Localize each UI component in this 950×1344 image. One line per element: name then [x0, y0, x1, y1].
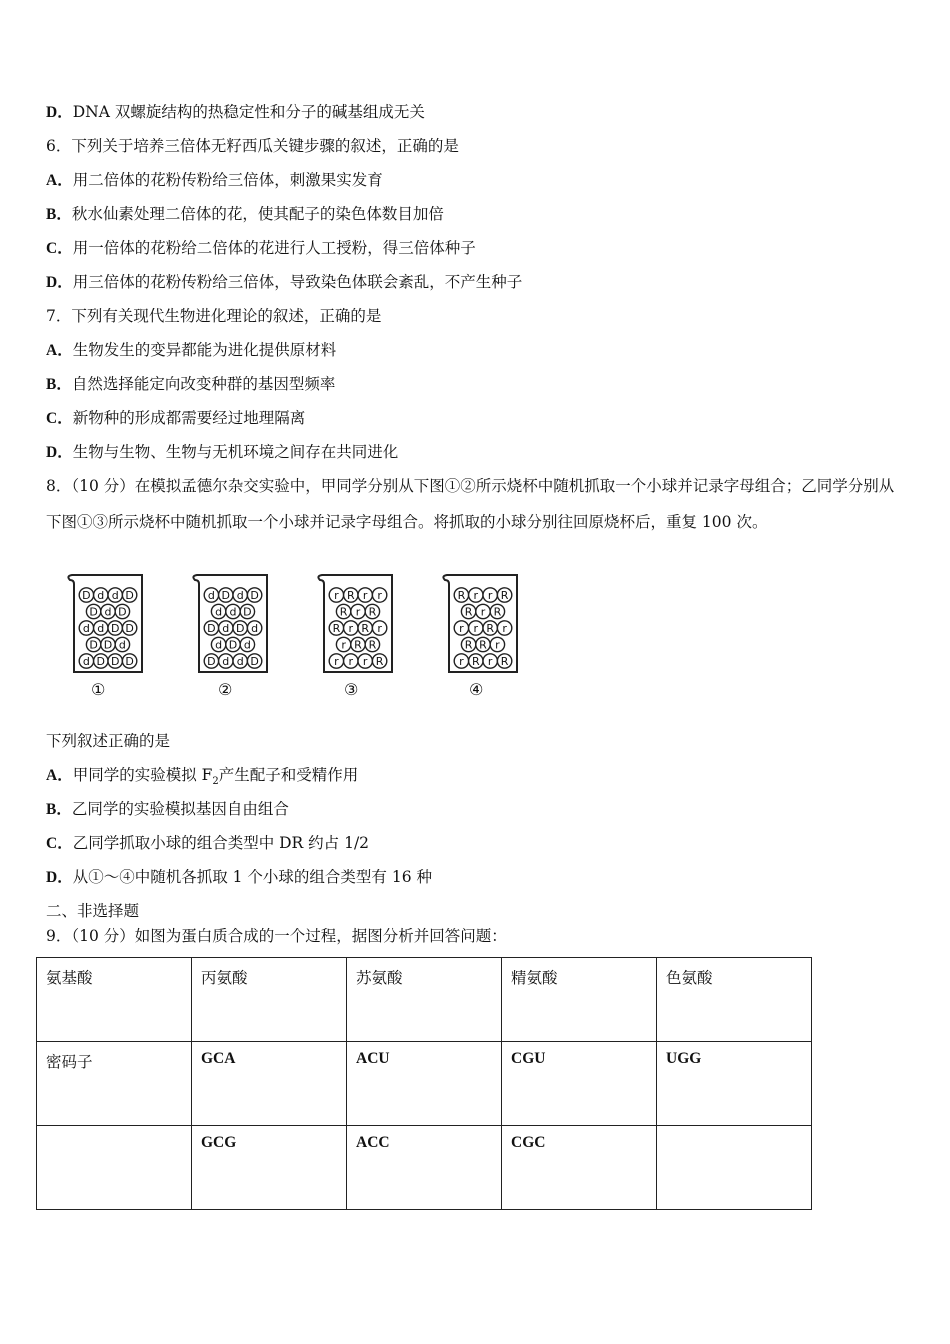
- option-text: 生物与生物、生物与无机环境之间存在共同进化: [72, 443, 399, 461]
- ball-letter: d: [82, 655, 90, 668]
- ball-letter: D: [207, 622, 216, 635]
- ball-letter: d: [251, 622, 259, 635]
- table-cell: [37, 1126, 192, 1210]
- beaker-4: [443, 575, 517, 672]
- ball-letter: d: [82, 622, 90, 635]
- table-row: [37, 1042, 812, 1126]
- ball-letter: R: [500, 589, 509, 602]
- ball-letter: d: [215, 638, 223, 652]
- section-title: 二、非选择题: [46, 902, 140, 920]
- q6-option-d: [46, 272, 522, 293]
- ball-letter: r: [362, 655, 368, 668]
- ball-letter: r: [348, 622, 354, 635]
- table-cell: UGG: [657, 1042, 812, 1126]
- ball-letter: r: [487, 655, 493, 668]
- q6-stem: 6．下列关于培养三倍体无籽西瓜关键步骤的叙述，正确的是: [46, 137, 459, 155]
- option-letter: A．: [46, 172, 73, 189]
- q8-option-a: [46, 765, 358, 792]
- option-text: 自然选择能定向改变种群的基因型频率: [71, 375, 336, 393]
- ball-letter: D: [250, 589, 259, 602]
- option-text: DNA 双螺旋结构的热稳定性和分子的碱基组成无关: [72, 103, 425, 121]
- table-cell: 精氨酸: [502, 958, 657, 1042]
- ball-letter: r: [334, 655, 339, 668]
- ball-letter: r: [473, 622, 479, 635]
- option-letter: D．: [46, 444, 73, 461]
- beaker-3: [318, 575, 392, 672]
- q8-stem: 8．（10 分）在模拟孟德尔杂交实验中，甲同学分别从下图①②所示烧杯中随机抓取一个小球并记录字母组合；乙同学分别从下图①③所示烧杯中随机抓取一个小球并记录字母组合。将抓取的小球分别往回原烧杯后，重复 100 次。: [46, 477, 895, 531]
- option-letter: A．: [46, 767, 73, 784]
- codon-table: [36, 957, 812, 1210]
- option-letter: D．: [46, 104, 73, 121]
- beaker-1: [68, 575, 142, 672]
- ball-letter: d: [243, 638, 251, 652]
- ball-letter: D: [110, 655, 120, 668]
- table-row: [37, 958, 812, 1042]
- ball-letter: D: [103, 638, 113, 652]
- option-letter: D．: [46, 869, 73, 886]
- option-letter: B．: [46, 801, 72, 818]
- option-letter: C．: [46, 835, 73, 852]
- table-cell: 色氨酸: [657, 958, 812, 1042]
- ball-letter: d: [215, 605, 223, 619]
- ball-letter: R: [479, 638, 487, 652]
- beaker-label-4: ④: [469, 680, 484, 699]
- ball-letter: r: [348, 655, 354, 668]
- q7-option-c: [46, 408, 305, 429]
- table-cell: GCA: [192, 1042, 347, 1126]
- ball-letter: R: [368, 605, 377, 619]
- option-text: 用一倍体的花粉给二倍体的花进行人工授粉，得三倍体种子: [72, 239, 476, 257]
- ball-letter: R: [464, 638, 473, 652]
- option-text: 新物种的形成都需要经过地理隔离: [72, 409, 306, 427]
- ball-letter: D: [89, 605, 98, 619]
- ball-letter: D: [125, 589, 134, 602]
- q7-option-d: [46, 442, 398, 463]
- option-text-post: 产生配子和受精作用: [218, 766, 359, 784]
- option-text: 乙同学抓取小球的组合类型中 DR 约占 1/2: [72, 834, 370, 852]
- ball-letter: R: [457, 589, 466, 602]
- ball-letter: r: [459, 655, 464, 668]
- table-cell: CGC: [502, 1126, 657, 1210]
- table-row: [37, 1126, 812, 1210]
- q8-option-c: [46, 833, 369, 854]
- table-cell: 密码子: [37, 1042, 192, 1126]
- beaker-label-1: ①: [91, 680, 106, 699]
- ball-letter: R: [339, 605, 348, 619]
- ball-letter: r: [362, 589, 368, 602]
- ball-letter: R: [471, 655, 480, 668]
- beaker-2: [193, 575, 267, 672]
- ball-letter: R: [332, 622, 341, 635]
- beaker-label-3: ③: [344, 680, 359, 699]
- q8-option-b: [46, 799, 289, 820]
- option-text: 从①～④中随机各抓取 1 个小球的组合类型有 16 种: [72, 868, 432, 886]
- beakers-figure: [60, 552, 540, 702]
- option-text: 用三倍体的花粉传粉给三倍体，导致染色体联会紊乱，不产生种子: [72, 273, 523, 291]
- table-cell: CGU: [502, 1042, 657, 1126]
- q6-option-b: [46, 204, 444, 225]
- beaker-label-2: ②: [218, 680, 233, 699]
- table-cell: 丙氨酸: [192, 958, 347, 1042]
- subscript: 2: [212, 776, 219, 788]
- ball-letter: D: [118, 605, 127, 619]
- ball-letter: r: [487, 589, 493, 602]
- option-text: 用二倍体的花粉传粉给三倍体，刺激果实发育: [72, 171, 383, 189]
- ball-letter: D: [250, 655, 259, 668]
- ball-letter: r: [480, 605, 486, 619]
- q6-option-a: [46, 170, 383, 191]
- ball-letter: D: [89, 638, 98, 652]
- ball-letter: D: [96, 655, 106, 668]
- q5-option-d: [46, 102, 425, 123]
- ball-letter: d: [104, 605, 112, 619]
- ball-letter: R: [486, 622, 495, 635]
- ball-letter: R: [464, 605, 473, 619]
- q7-option-a: [46, 340, 336, 361]
- ball-letter: R: [361, 622, 370, 635]
- ball-letter: r: [377, 622, 382, 635]
- ball-letter: r: [377, 589, 382, 602]
- q7-stem: 7．下列有关现代生物进化理论的叙述，正确的是: [46, 307, 382, 325]
- ball-letter: D: [221, 589, 231, 602]
- ball-letter: d: [222, 622, 230, 635]
- ball-letter: d: [111, 589, 119, 602]
- option-letter: B．: [46, 206, 72, 223]
- ball-letter: r: [341, 638, 346, 652]
- ball-letter: D: [243, 605, 252, 619]
- option-text: 生物发生的变异都能为进化提供原材料: [72, 341, 337, 359]
- ball-letter: d: [97, 589, 105, 602]
- ball-letter: d: [229, 605, 237, 619]
- option-letter: A．: [46, 342, 73, 359]
- option-text: 乙同学的实验模拟基因自由组合: [71, 800, 289, 818]
- q8-question: 下列叙述正确的是: [46, 732, 171, 750]
- table-cell: ACU: [347, 1042, 502, 1126]
- table-cell: GCG: [192, 1126, 347, 1210]
- ball-letter: d: [207, 589, 215, 602]
- ball-letter: r: [334, 589, 339, 602]
- ball-letter: d: [222, 655, 230, 668]
- ball-letter: r: [502, 622, 507, 635]
- table-cell: 苏氨酸: [347, 958, 502, 1042]
- table-cell: 氨基酸: [37, 958, 192, 1042]
- q9-stem: 9．（10 分）如图为蛋白质合成的一个过程，据图分析并回答问题：: [46, 927, 507, 945]
- ball-letter: R: [346, 589, 355, 602]
- table-cell: [657, 1126, 812, 1210]
- ball-letter: r: [355, 605, 361, 619]
- ball-letter: R: [493, 605, 502, 619]
- option-letter: B．: [46, 376, 72, 393]
- ball-letter: d: [97, 622, 105, 635]
- ball-letter: D: [235, 622, 245, 635]
- ball-letter: D: [125, 622, 134, 635]
- ball-letter: R: [500, 655, 509, 668]
- ball-letter: D: [82, 589, 91, 602]
- q7-option-b: [46, 374, 335, 395]
- option-letter: D．: [46, 274, 73, 291]
- ball-letter: D: [125, 655, 134, 668]
- ball-letter: R: [354, 638, 362, 652]
- ball-letter: d: [118, 638, 126, 652]
- ball-letter: r: [473, 589, 479, 602]
- option-letter: C．: [46, 410, 73, 427]
- ball-letter: d: [236, 589, 244, 602]
- ball-letter: r: [459, 622, 464, 635]
- option-text-pre: 甲同学的实验模拟 F: [72, 766, 213, 784]
- ball-letter: d: [236, 655, 244, 668]
- option-letter: C．: [46, 240, 73, 257]
- q8-option-d: [46, 867, 432, 888]
- ball-letter: r: [495, 638, 500, 652]
- option-text: 秋水仙素处理二倍体的花，使其配子的染色体数目加倍: [71, 205, 444, 223]
- ball-letter: D: [110, 622, 120, 635]
- table-cell: ACC: [347, 1126, 502, 1210]
- ball-letter: D: [207, 655, 216, 668]
- ball-letter: D: [228, 638, 238, 652]
- q6-option-c: [46, 238, 476, 259]
- ball-letter: R: [375, 655, 384, 668]
- ball-letter: R: [368, 638, 377, 652]
